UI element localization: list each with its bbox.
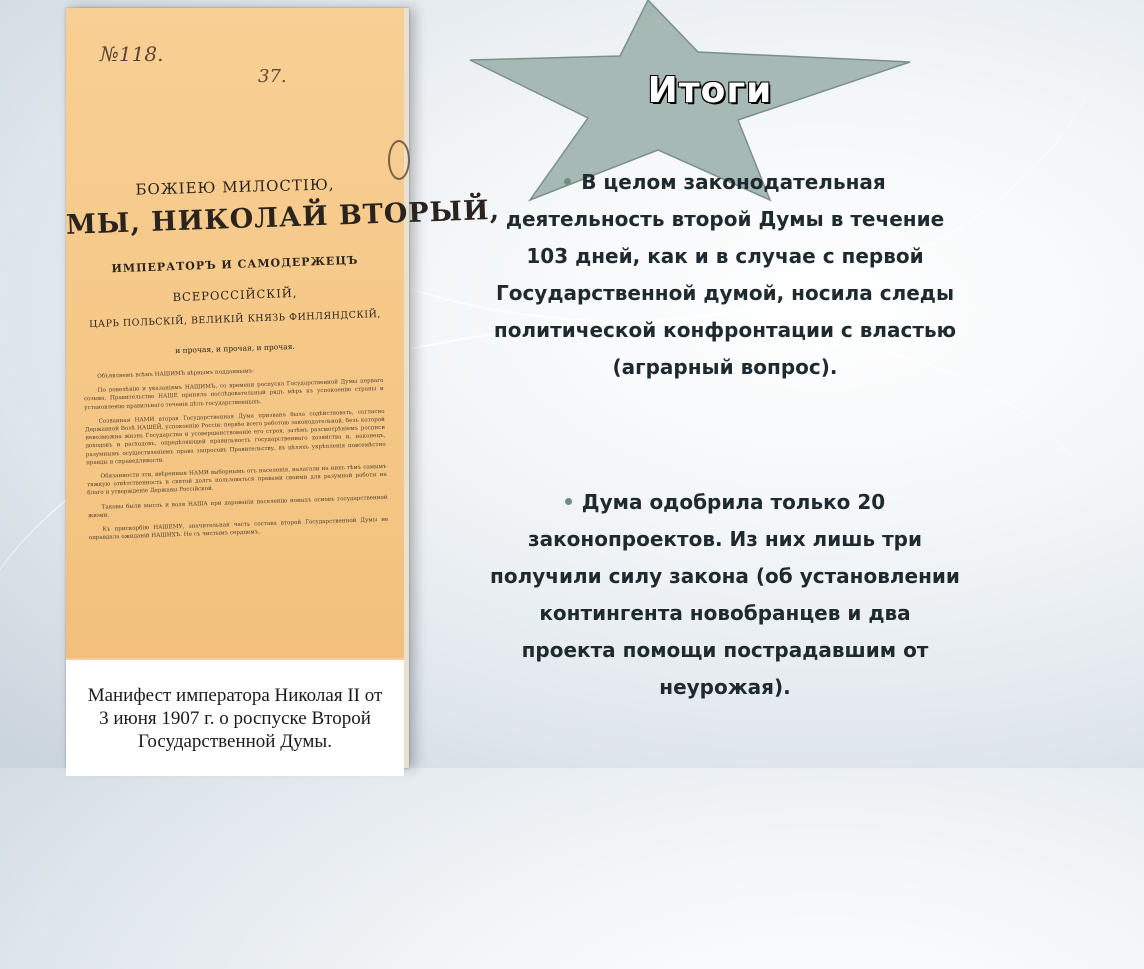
bullet-dot-icon xyxy=(564,178,571,185)
manifesto-page xyxy=(65,8,501,658)
bullet-item xyxy=(490,164,960,386)
manifesto-paragraph: Таковы были мысль и воля НАША при дарованіи населенію новыхъ основъ государственной жизни. xyxy=(87,494,388,520)
handwritten-page-number: 37. xyxy=(258,66,287,87)
manifesto-body-text xyxy=(83,363,393,663)
bullet-dot-icon xyxy=(565,498,572,505)
manifesto-heading-line: ЦАРЬ ПОЛЬСКІЙ, ВЕЛИКІЙ КНЯЗЬ ФИНЛЯНДСКІЙ, xyxy=(88,308,382,331)
handwritten-number: №118. xyxy=(100,42,164,66)
manifesto-paragraph: По повелѣнію и указаніямъ НАШИМЪ, со времени роспуска Государственной Думы перваго созыва, Правительство НАШЕ приняло послѣдовательный рядъ мѣръ къ успокоенію страны и установленію правильнаго теченія дѣлъ государственныхъ. xyxy=(83,378,384,411)
slide-title: Итоги xyxy=(647,70,773,111)
manifesto-paragraph: Объявляемъ всѣмъ НАШИМЪ вѣрнымъ подданнымъ: xyxy=(97,368,255,380)
manifesto-paragraph: Къ прискорбію НАШЕМУ, значительная часть состава второй Государственной Думы не оправдала ожиданій НАШИХЪ. Не съ чистымъ сердцемъ, xyxy=(88,516,389,542)
manifesto-paragraph: Обязанности эти, ввѣренныя НАМИ выборнымъ отъ населенія, налагали на нихъ тѣмъ самымъ тяжкую отвѣтственность и святой долгъ пользоваться правами своими для разумной работы на благо и утвержденіе Державы Россійской. xyxy=(86,463,387,497)
manifesto-heading-line: БОЖІЕЮ МИЛОСТІЮ, xyxy=(135,175,335,199)
caption-box xyxy=(66,660,404,776)
manifesto-heading-line: ВСЕРОССІЙСКІЙ, xyxy=(172,285,298,305)
manifesto-heading-line: МЫ, НИКОЛАЙ ВТОРЫЙ, xyxy=(65,194,501,241)
bullet-text: Дума одобрила только 20 законопроектов. Из них лишь три получили силу закона (об установлении контингента новобранцев и два проекта помощи пострадавшим от неурожая). xyxy=(490,490,960,699)
manifesto-document-image xyxy=(65,8,501,768)
manifesto-paragraph: Созванная НАМИ вторая Государственная Дума призвана была содѣйствовать, согласно Державной Волѣ НАШЕЙ, успокоенію Россіи: первѣе всего работою законодательной, безъ которой невозможна жизнь Государства и усовершенствованіе его строя, затѣмъ разсмотрѣніемъ росписи доходовъ и расходовъ, опредѣляющей правильность государственнаго хозяйства и, наконецъ, разумнымъ осуществленіемъ права запросовъ Правительству, въ цѣляхъ укрѣпленія повсемѣстно правды и справедливости. xyxy=(84,408,386,467)
bullet-item xyxy=(490,484,960,706)
document-caption: Манифест императора Николая II от 3 июня 1907 г. о роспуске Второй Государственной Думы. xyxy=(87,684,383,752)
manifesto-heading-line: и прочая, и прочая, и прочая. xyxy=(175,341,295,356)
bullet-text: В целом законодательная деятельность второй Думы в течение 103 дней, как и в случае с первой Государственной думой, носила следы политической конфронтации с властью (аграрный вопрос). xyxy=(493,170,957,379)
manifesto-heading-line: ИМПЕРАТОРЪ И САМОДЕРЖЕЦЪ xyxy=(111,253,359,276)
